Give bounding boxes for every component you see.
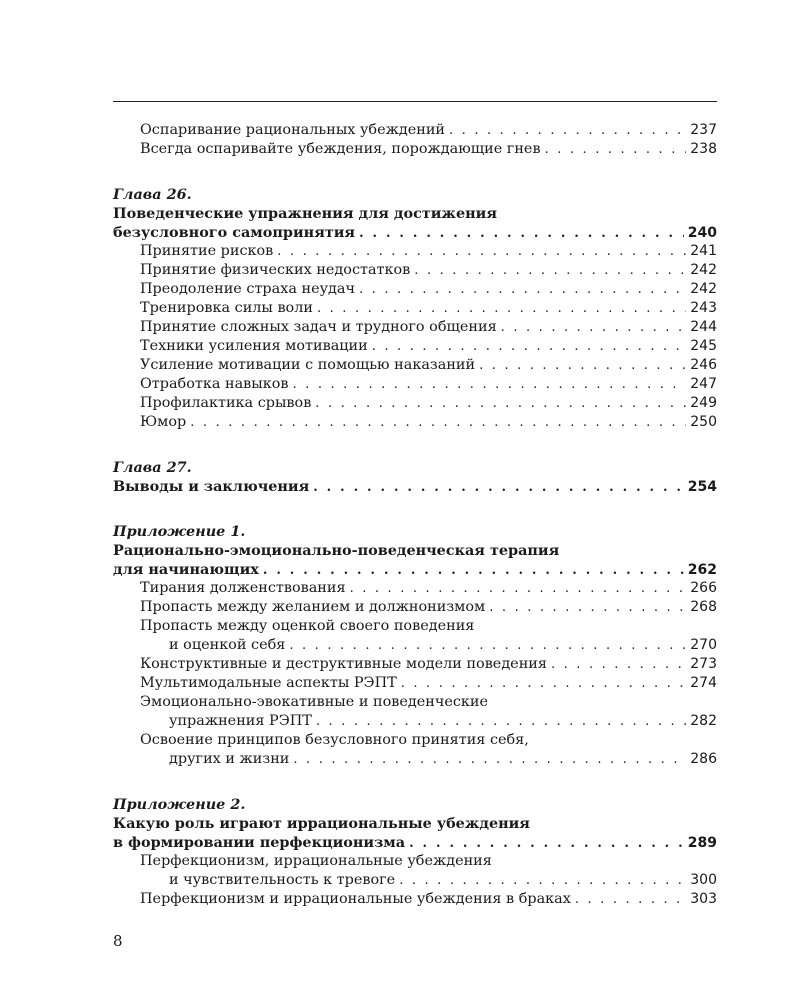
- dot-leader: [293, 750, 686, 769]
- toc-entry-title: Пропасть между оценкой своего поведения: [140, 618, 475, 634]
- toc-entry-title: Пропасть между желанием и должнонизмом: [140, 599, 486, 615]
- dot-leader: [190, 413, 686, 432]
- toc-entry: [113, 636, 717, 655]
- toc-entry: [113, 356, 717, 375]
- toc-entry-title: Принятие рисков: [140, 243, 274, 259]
- toc-entry-title: Глава 27.: [113, 459, 192, 476]
- toc-entry: [113, 712, 717, 731]
- toc-entry: [113, 413, 717, 432]
- toc-entry: [113, 598, 717, 617]
- toc-entry-title: Эмоционально-эвокативные и поведенческие: [140, 694, 489, 710]
- toc-entry: [113, 871, 717, 890]
- toc-entry-title: Оспаривание рациональных убеждений: [140, 122, 446, 138]
- section-gap: [113, 159, 717, 185]
- toc-entry-title: и оценкой себя: [169, 637, 286, 653]
- toc-page-number: 244: [690, 319, 717, 335]
- toc-entry: [113, 299, 717, 318]
- toc-entry-title: Конструктивные и деструктивные модели поведения: [140, 656, 547, 672]
- toc-page-number: 245: [690, 338, 717, 354]
- section-gap: [113, 769, 717, 795]
- toc-page-number: 300: [690, 872, 717, 888]
- toc-body: [113, 121, 717, 909]
- toc-heading-line: [113, 814, 717, 833]
- toc-page-number: 247: [690, 376, 717, 392]
- toc-page-number: 303: [690, 891, 717, 907]
- dot-leader: [399, 871, 686, 890]
- toc-entry: [113, 242, 717, 261]
- toc-page-number: 270: [690, 637, 717, 653]
- toc-entry: [113, 337, 717, 356]
- dot-leader: [501, 318, 687, 337]
- toc-entry: [113, 261, 717, 280]
- toc-entry: [113, 318, 717, 337]
- toc-entry-title: Принятие физических недостатков: [140, 262, 411, 278]
- toc-page-number: 246: [690, 357, 717, 373]
- toc-entry-title: в формировании перфекционизма: [113, 834, 406, 851]
- toc-entry: [113, 852, 717, 871]
- toc-page-number: 289: [687, 835, 717, 851]
- dot-leader: [489, 598, 686, 617]
- toc-entry: [113, 280, 717, 299]
- dot-leader: [263, 561, 684, 580]
- dot-leader: [289, 636, 686, 655]
- toc-entry: [113, 375, 717, 394]
- dot-leader: [359, 280, 686, 299]
- dot-leader: [575, 890, 686, 909]
- toc-entry-title: Мультимодальные аспекты РЭПТ: [140, 675, 397, 691]
- toc-page-number: 249: [690, 395, 717, 411]
- dot-leader: [313, 478, 684, 497]
- toc-entry-title: Юмор: [140, 414, 187, 430]
- toc-entry: [113, 121, 717, 140]
- dot-leader: [350, 579, 687, 598]
- toc-page-number: 238: [690, 141, 717, 157]
- toc-entry-title: для начинающих: [113, 561, 259, 578]
- toc-entry: [113, 731, 717, 750]
- dot-leader: [359, 224, 684, 243]
- toc-heading-line: [113, 560, 717, 579]
- toc-page-number: 237: [690, 122, 717, 138]
- toc-page-number: 262: [687, 562, 717, 578]
- dot-leader: [551, 655, 686, 674]
- toc-entry-title: Рационально-эмоционально-поведенческая терапия: [113, 542, 560, 559]
- toc-entry: [113, 394, 717, 413]
- section-gap: [113, 432, 717, 458]
- toc-heading-line: [113, 833, 717, 852]
- toc-entry: [113, 579, 717, 598]
- toc-entry-title: Преодоление страха неудач: [140, 281, 356, 297]
- toc-heading-line: [113, 541, 717, 560]
- toc-heading-line: [113, 223, 717, 242]
- dot-leader: [317, 299, 686, 318]
- toc-entry: [113, 140, 717, 159]
- toc-page-number: 282: [690, 713, 717, 729]
- dot-leader: [401, 674, 687, 693]
- toc-entry: [113, 890, 717, 909]
- toc-page-number: 274: [690, 675, 717, 691]
- toc-page-number: 286: [690, 751, 717, 767]
- table-of-contents: [113, 101, 717, 909]
- toc-entry-title: Всегда оспаривайте убеждения, порождающие гнев: [140, 141, 541, 157]
- toc-entry-title: и чувствительность к тревоге: [169, 872, 396, 888]
- toc-page-number: 250: [690, 414, 717, 430]
- toc-entry-title: Тирания долженствования: [140, 580, 346, 596]
- toc-entry-title: Профилактика срывов: [140, 395, 312, 411]
- toc-page-number: 240: [687, 225, 717, 241]
- toc-entry-title: упражнения РЭПТ: [169, 713, 312, 729]
- dot-leader: [277, 242, 686, 261]
- toc-entry: [113, 674, 717, 693]
- toc-heading-line: [113, 477, 717, 496]
- toc-entry: [113, 693, 717, 712]
- header-rule: [113, 101, 717, 102]
- toc-entry-title: Какую роль играют иррациональные убеждения: [113, 815, 530, 832]
- toc-entry-title: Поведенческие упражнения для достижения: [113, 205, 497, 222]
- toc-entry: [113, 750, 717, 769]
- toc-entry-title: Техники усиления мотивации: [140, 338, 368, 354]
- toc-entry: [113, 655, 717, 674]
- toc-page-number: 268: [690, 599, 717, 615]
- section-label: [113, 795, 717, 814]
- toc-entry-title: Перфекционизм, иррациональные убеждения: [140, 853, 492, 869]
- toc-entry-title: Принятие сложных задач и трудного общения: [140, 319, 497, 335]
- toc-page-number: 242: [690, 281, 717, 297]
- toc-heading-line: [113, 204, 717, 223]
- dot-leader: [409, 834, 684, 853]
- toc-entry-title: Освоение принципов безусловного принятия себя,: [140, 732, 529, 748]
- dot-leader: [372, 337, 687, 356]
- toc-entry-title: Выводы и заключения: [113, 478, 310, 495]
- toc-entry-title: безусловного самопринятия: [113, 224, 356, 241]
- toc-entry-title: Перфекционизм и иррациональные убеждения в браках: [140, 891, 571, 907]
- section-gap: [113, 496, 717, 522]
- dot-leader: [449, 121, 686, 140]
- toc-page-number: 273: [690, 656, 717, 672]
- toc-page-number: 254: [687, 479, 717, 495]
- toc-entry-title: Глава 26.: [113, 186, 192, 203]
- dot-leader: [315, 394, 686, 413]
- toc-entry-title: других и жизни: [169, 751, 290, 767]
- section-label: [113, 522, 717, 541]
- dot-leader: [292, 375, 686, 394]
- toc-entry-title: Приложение 2.: [113, 796, 246, 813]
- toc-page-number: 266: [690, 580, 717, 596]
- dot-leader: [414, 261, 686, 280]
- section-label: [113, 185, 717, 204]
- dot-leader: [479, 356, 686, 375]
- section-label: [113, 458, 717, 477]
- toc-entry-title: Отработка навыков: [140, 376, 289, 392]
- toc-entry: [113, 617, 717, 636]
- toc-page-number: 242: [690, 262, 717, 278]
- toc-entry-title: Приложение 1.: [113, 523, 246, 540]
- dot-leader: [545, 140, 687, 159]
- toc-page-number: 243: [690, 300, 717, 316]
- toc-entry-title: Усиление мотивации с помощью наказаний: [140, 357, 476, 373]
- toc-page-number: 241: [690, 243, 717, 259]
- page-number: 8: [113, 932, 123, 950]
- dot-leader: [316, 712, 686, 731]
- toc-entry-title: Тренировка силы воли: [140, 300, 313, 316]
